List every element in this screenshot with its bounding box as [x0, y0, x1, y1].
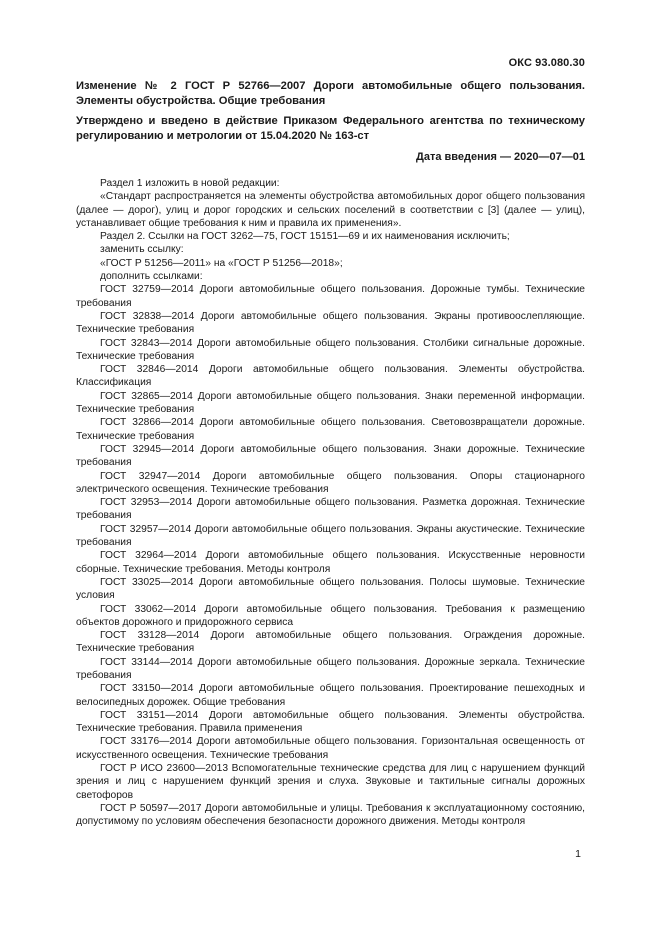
reference-entry: ГОСТ 33025—2014 Дороги автомобильные общего пользования. Полосы шумовые. Технические условия	[76, 576, 585, 602]
reference-entry: ГОСТ 33062—2014 Дороги автомобильные общего пользования. Требования к размещению объектов дорожного и придорожного сервиса	[76, 603, 585, 628]
reference-entry: ГОСТ 32964—2014 Дороги автомобильные общего пользования. Искусственные неровности сборные. Технические требования. Методы контроля	[76, 550, 585, 575]
paragraph: дополнить ссылками:	[100, 271, 203, 283]
reference-entry: ГОСТ 32945—2014 Дороги автомобильные общего пользования. Знаки дорожные. Технические требования	[76, 443, 585, 469]
amendment-title: Изменение № 2 ГОСТ Р 52766—2007 Дороги автомобильные общего пользования. Элементы обустройства. Общие требования	[76, 80, 585, 107]
paragraph: Раздел 1 изложить в новой редакции:	[100, 178, 280, 189]
reference-entry: ГОСТ 32957—2014 Дороги автомобильные общего пользования. Экраны акустические. Технические требования	[76, 523, 585, 549]
paragraph: заменить ссылку:	[100, 244, 184, 256]
approval-statement: Утверждено и введено в действие Приказом Федерального агентства по техническому регулированию и метрологии от 15.04.2020 № 163-ст	[76, 115, 585, 142]
classification-code: ОКС 93.080.30	[508, 57, 585, 69]
reference-entry: ГОСТ 33150—2014 Дороги автомобильные общего пользования. Проектирование пешеходных и велосипедных дорожек. Общие требования	[76, 683, 585, 708]
reference-entry: ГОСТ 32865—2014 Дороги автомобильные общего пользования. Знаки переменной информации. Технические требования	[76, 390, 585, 416]
introduction-date: Дата введения — 2020—07—01	[416, 151, 585, 163]
reference-entry: ГОСТ 33144—2014 Дороги автомобильные общего пользования. Дорожные зеркала. Технические требования	[76, 656, 585, 681]
reference-entry: ГОСТ 32843—2014 Дороги автомобильные общего пользования. Столбики сигнальные дорожные. Технические требования	[76, 337, 585, 362]
reference-entry: ГОСТ 32866—2014 Дороги автомобильные общего пользования. Световозвращатели дорожные. Технические требования	[76, 417, 585, 442]
reference-entry: ГОСТ 33151—2014 Дороги автомобильные общего пользования. Элементы обустройства. Технические требования. Правила применения	[76, 709, 585, 735]
paragraph: Раздел 2. Ссылки на ГОСТ 3262—75, ГОСТ 15151—69 и их наименования исключить;	[100, 231, 510, 243]
reference-entry: ГОСТ 33128—2014 Дороги автомобильные общего пользования. Ограждения дорожные. Технические требования	[76, 630, 585, 655]
reference-entry: ГОСТ 32838—2014 Дороги автомобильные общего пользования. Экраны противоослепляющие. Технические требования	[76, 310, 585, 336]
reference-entry: ГОСТ 33176—2014 Дороги автомобильные общего пользования. Горизонтальная освещенность от искусственного освещения. Технические требования	[76, 736, 585, 761]
reference-entry: ГОСТ 32947—2014 Дороги автомобильные общего пользования. Опоры стационарного электрического освещения. Технические требования	[76, 470, 585, 495]
paragraph: «Стандарт распространяется на элементы обустройства автомобильных дорог общего пользования (далее — дорог), улиц и дорог городских и сельских поселений в соответствии с [3] (далее — улиц), устанавливает общие требования к ним и правила их применения».	[76, 191, 585, 229]
reference-entry: ГОСТ 32953—2014 Дороги автомобильные общего пользования. Разметка дорожная. Технические требования	[76, 497, 585, 522]
paragraph: «ГОСТ Р 51256—2011» на «ГОСТ Р 51256—2018»;	[100, 257, 343, 269]
document-body	[76, 177, 585, 829]
reference-entry: ГОСТ Р 50597—2017 Дороги автомобильные и улицы. Требования к эксплуатационному состоянию, допустимому по условиям обеспечения безопасности дорожного движения. Методы контроля	[76, 802, 585, 828]
page-number: 1	[575, 848, 581, 860]
reference-entry: ГОСТ 32759—2014 Дороги автомобильные общего пользования. Дорожные тумбы. Технические требования	[76, 284, 585, 309]
reference-entry: ГОСТ 32846—2014 Дороги автомобильные общего пользования. Элементы обустройства. Классификация	[76, 364, 585, 389]
reference-entry: ГОСТ Р ИСО 23600—2013 Вспомогательные технические средства для лиц с нарушением функций зрения и лиц с нарушением функций зрения и слуха. Звуковые и тактильные сигналы дорожных светофоров	[76, 763, 585, 801]
